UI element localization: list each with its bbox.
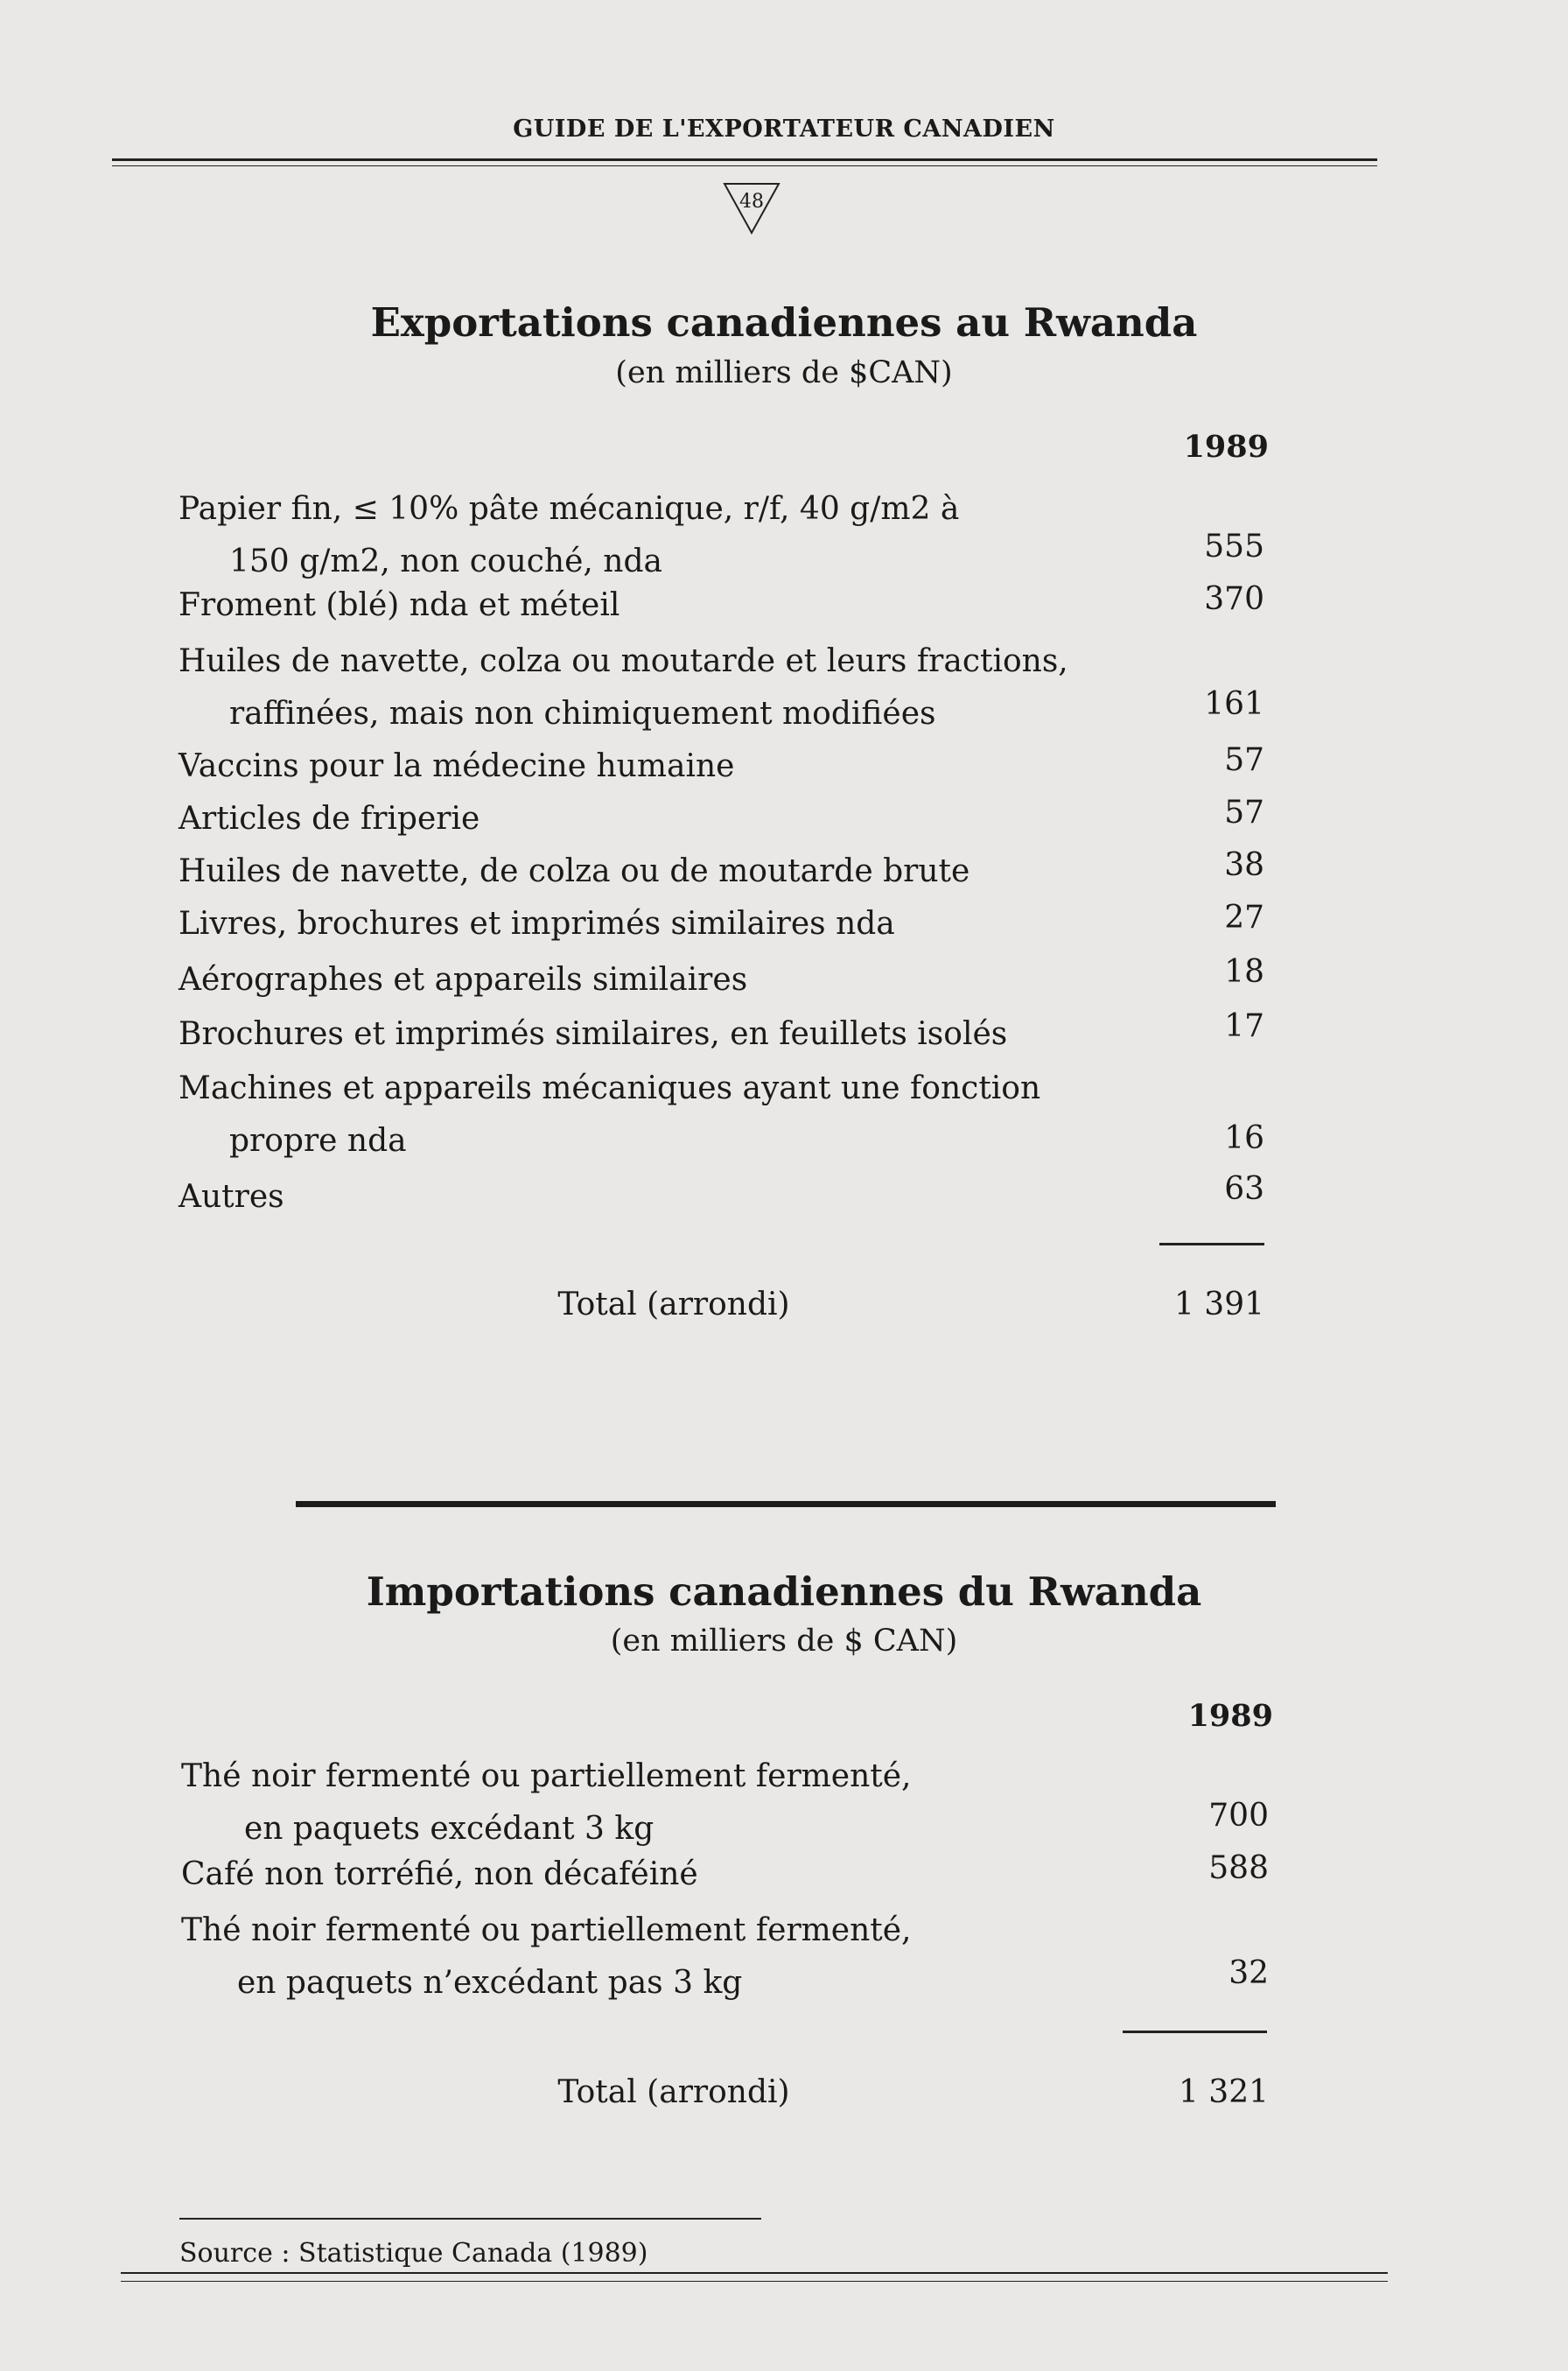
table-row [178, 845, 970, 898]
page-number: 48 [739, 191, 764, 213]
footer-rule [121, 2272, 1388, 2274]
exports-subtitle: (en milliers de $CAN) [615, 355, 953, 390]
row-label: Autres [178, 1179, 284, 1215]
table-row [178, 954, 747, 1007]
exports-total-value: 1 391 [1173, 1287, 1264, 1322]
imports-title: Importations canadiennes du Rwanda [366, 1568, 1202, 1615]
row-value: 555 [1204, 529, 1264, 565]
footer-rule-thin [121, 2281, 1388, 2282]
source-note: Source : Statistique Canada (1989) [179, 2238, 648, 2269]
row-value: 16 [1224, 1120, 1264, 1156]
row-value: 588 [1208, 1850, 1269, 1886]
section-divider [296, 1501, 1276, 1507]
imports-total-value: 1 321 [1178, 2074, 1269, 2110]
row-label: Aérographes et appareils similaires [178, 962, 748, 998]
row-label: Café non torréfié, non décaféiné [181, 1856, 698, 1892]
table-row [181, 1750, 912, 1855]
exports-title: Exportations canadiennes au Rwanda [370, 299, 1198, 346]
table-row [178, 579, 620, 632]
row-value: 17 [1224, 1008, 1264, 1044]
imports-total-label: Total (arrondi) [557, 2074, 790, 2110]
table-row [178, 793, 480, 845]
table-row [178, 1171, 284, 1224]
row-label-continued: 150 g/m2, non couché, nda [229, 544, 662, 579]
exports-total-label: Total (arrondi) [557, 1287, 790, 1322]
running-header: GUIDE DE L'EXPORTATEUR CANADIEN [513, 116, 1055, 143]
row-label: Thé noir fermenté ou partiellement fermenté, [181, 1912, 912, 1948]
row-label: Froment (blé) nda et méteil [178, 587, 620, 623]
total-rule [1159, 1243, 1264, 1245]
row-label: Brochures et imprimés similaires, en feuillets isolés [178, 1016, 1008, 1052]
row-label: Huiles de navette, de colza ou de moutarde brute [178, 853, 970, 889]
imports-subtitle: (en milliers de $ CAN) [610, 1624, 958, 1659]
table-row [181, 1905, 912, 2010]
row-label: Huiles de navette, colza ou moutarde et leurs fractions, [178, 643, 1068, 679]
row-value: 370 [1204, 581, 1264, 617]
table-row [178, 635, 1068, 740]
table-row [178, 898, 895, 951]
row-value: 63 [1224, 1171, 1264, 1207]
table-row [178, 483, 959, 588]
row-label: Machines et appareils mécaniques ayant une fonction [178, 1070, 1041, 1106]
row-label: Papier fin, ≤ 10% pâte mécanique, r/f, 40 g/m2 à [178, 491, 960, 527]
header-rule-thin [112, 165, 1377, 166]
row-label-continued: en paquets excédant 3 kg [244, 1811, 654, 1847]
table-row [178, 1008, 1007, 1061]
imports-year-header: 1989 [1187, 1698, 1273, 1734]
row-value: 18 [1224, 954, 1264, 990]
row-label-continued: en paquets n’excédant pas 3 kg [237, 1965, 743, 2001]
row-value: 57 [1224, 795, 1264, 831]
row-value: 700 [1208, 1798, 1269, 1834]
row-label: Thé noir fermenté ou partiellement fermenté, [181, 1758, 912, 1794]
row-value: 27 [1224, 900, 1264, 936]
table-row [178, 1063, 1040, 1168]
table-row [181, 1848, 698, 1901]
total-rule [1123, 2031, 1267, 2033]
source-rule [179, 2218, 761, 2220]
row-label-continued: raffinées, mais non chimiquement modifiées [229, 696, 936, 732]
row-value: 57 [1224, 742, 1264, 778]
row-label: Vaccins pour la médecine humaine [178, 748, 735, 784]
header-rule [112, 158, 1377, 161]
row-value: 38 [1224, 847, 1264, 883]
row-value: 32 [1228, 1955, 1269, 1991]
row-value: 161 [1204, 686, 1264, 722]
table-row [178, 740, 734, 793]
exports-year-header: 1989 [1183, 429, 1269, 465]
row-label: Livres, brochures et imprimés similaires nda [178, 906, 895, 942]
row-label-continued: propre nda [229, 1123, 407, 1159]
row-label: Articles de friperie [178, 801, 480, 837]
